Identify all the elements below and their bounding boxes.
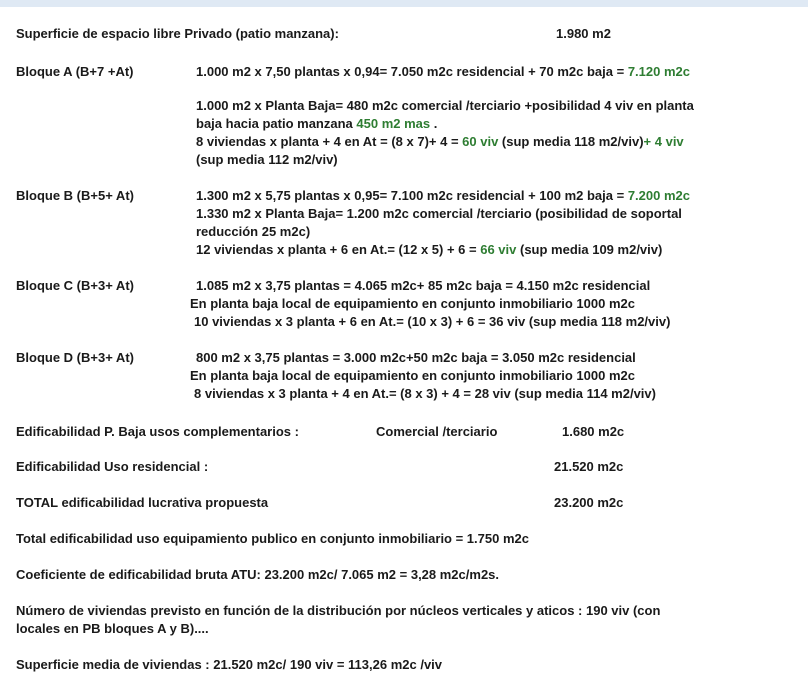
bloque-a-line-4-text: 8 viviendas x planta + 4 en At = (8 x 7)+ 4 = bbox=[196, 134, 463, 149]
bloque-b-label: Bloque B (B+5+ At) bbox=[16, 188, 134, 203]
bloque-a-extra-viv: + 4 viv bbox=[643, 134, 684, 149]
bloque-d-label: Bloque D (B+3+ At) bbox=[16, 350, 134, 365]
bloque-d-line-3: 8 viviendas x 3 planta + 4 en At.= (8 x 3) + 4 = 28 viv (sup media 114 m2/viv) bbox=[194, 386, 656, 401]
bloque-b-line-2: 1.330 m2 x Planta Baja= 1.200 m2c comercial /terciario (posibilidad de soportal bbox=[196, 206, 682, 221]
bloque-b-line-3: reducción 25 m2c) bbox=[196, 224, 311, 239]
bloque-a-line-1-text: 1.000 m2 x 7,50 plantas x 0,94= 7.050 m2c residencial + 70 m2c baja = bbox=[196, 64, 628, 79]
bloque-a-extra: 450 m2 mas bbox=[356, 116, 431, 131]
bloque-a-line-3-text: baja hacia patio manzana bbox=[196, 116, 357, 131]
edif-pbaja-value: 1.680 m2c bbox=[562, 424, 625, 439]
total-lucrativa-value: 23.200 m2c bbox=[554, 495, 624, 510]
superficie-media: Superficie media de viviendas : 21.520 m2c/ 190 viv = 113,26 m2c /viv bbox=[16, 657, 443, 672]
bloque-a-line-3 bbox=[196, 116, 437, 132]
total-equipamiento: Total edificabilidad uso equipamiento publico en conjunto inmobiliario = 1.750 m2c bbox=[16, 531, 529, 546]
edif-residencial-value: 21.520 m2c bbox=[554, 459, 624, 474]
bloque-b-line-4 bbox=[196, 242, 662, 258]
bloque-c-line-1: 1.085 m2 x 3,75 plantas = 4.065 m2c+ 85 m2c baja = 4.150 m2c residencial bbox=[196, 278, 651, 293]
bloque-a-line-5: (sup media 112 m2/viv) bbox=[196, 152, 338, 167]
bloque-b-total: 7.200 m2c bbox=[627, 188, 690, 203]
bloque-b-line-1-text: 1.300 m2 x 5,75 plantas x 0,95= 7.100 m2c residencial + 100 m2 baja = bbox=[196, 188, 628, 203]
top-band bbox=[0, 0, 808, 7]
bloque-b-line-4-text: 12 viviendas x planta + 6 en At.= (12 x 5) + 6 = bbox=[196, 242, 481, 257]
edif-pbaja-use: Comercial /terciario bbox=[376, 424, 498, 439]
bloque-d-line-2: En planta baja local de equipamiento en conjunto inmobiliario 1000 m2c bbox=[190, 368, 635, 383]
bloque-b-viviendas: 66 viv bbox=[480, 242, 517, 257]
bloque-a-line-3-end: . bbox=[430, 116, 438, 131]
bloque-b-line-4-end: (sup media 109 m2/viv) bbox=[516, 242, 663, 257]
edif-residencial-label: Edificabilidad Uso residencial : bbox=[16, 459, 209, 474]
bloque-c-label: Bloque C (B+3+ At) bbox=[16, 278, 134, 293]
numero-viviendas-line-2: locales en PB bloques A y B).... bbox=[16, 621, 209, 636]
bloque-d-line-1: 800 m2 x 3,75 plantas = 3.000 m2c+50 m2c baja = 3.050 m2c residencial bbox=[196, 350, 636, 365]
bloque-a-line-4-mid: (sup media 118 m2/viv) bbox=[498, 134, 644, 149]
bloque-a-line-4 bbox=[196, 134, 684, 150]
bloque-a-label: Bloque A (B+7 +At) bbox=[16, 64, 134, 79]
coeficiente-edificabilidad: Coeficiente de edificabilidad bruta ATU: 23.200 m2c/ 7.065 m2 = 3,28 m2c/m2s. bbox=[16, 567, 500, 582]
superficie-label: Superficie de espacio libre Privado (patio manzana): bbox=[16, 26, 339, 41]
edif-pbaja-label: Edificabilidad P. Baja usos complementarios : bbox=[16, 424, 299, 439]
bloque-a-total: 7.120 m2c bbox=[627, 64, 690, 79]
bloque-c-line-3: 10 viviendas x 3 planta + 6 en At.= (10 x 3) + 6 = 36 viv (sup media 118 m2/viv) bbox=[194, 314, 671, 329]
bloque-a-viviendas: 60 viv bbox=[462, 134, 499, 149]
bloque-c-line-2: En planta baja local de equipamiento en conjunto inmobiliario 1000 m2c bbox=[190, 296, 635, 311]
numero-viviendas-line-1: Número de viviendas previsto en función de la distribución por núcleos verticales y aticos : 190 viv (con bbox=[16, 603, 661, 618]
bloque-b-line-1 bbox=[196, 188, 690, 204]
total-lucrativa-label: TOTAL edificabilidad lucrativa propuesta bbox=[16, 495, 269, 510]
superficie-value: 1.980 m2 bbox=[556, 26, 611, 41]
bloque-a-line-1 bbox=[196, 64, 690, 80]
bloque-a-line-2: 1.000 m2 x Planta Baja= 480 m2c comercial /terciario +posibilidad 4 viv en planta bbox=[196, 98, 694, 113]
